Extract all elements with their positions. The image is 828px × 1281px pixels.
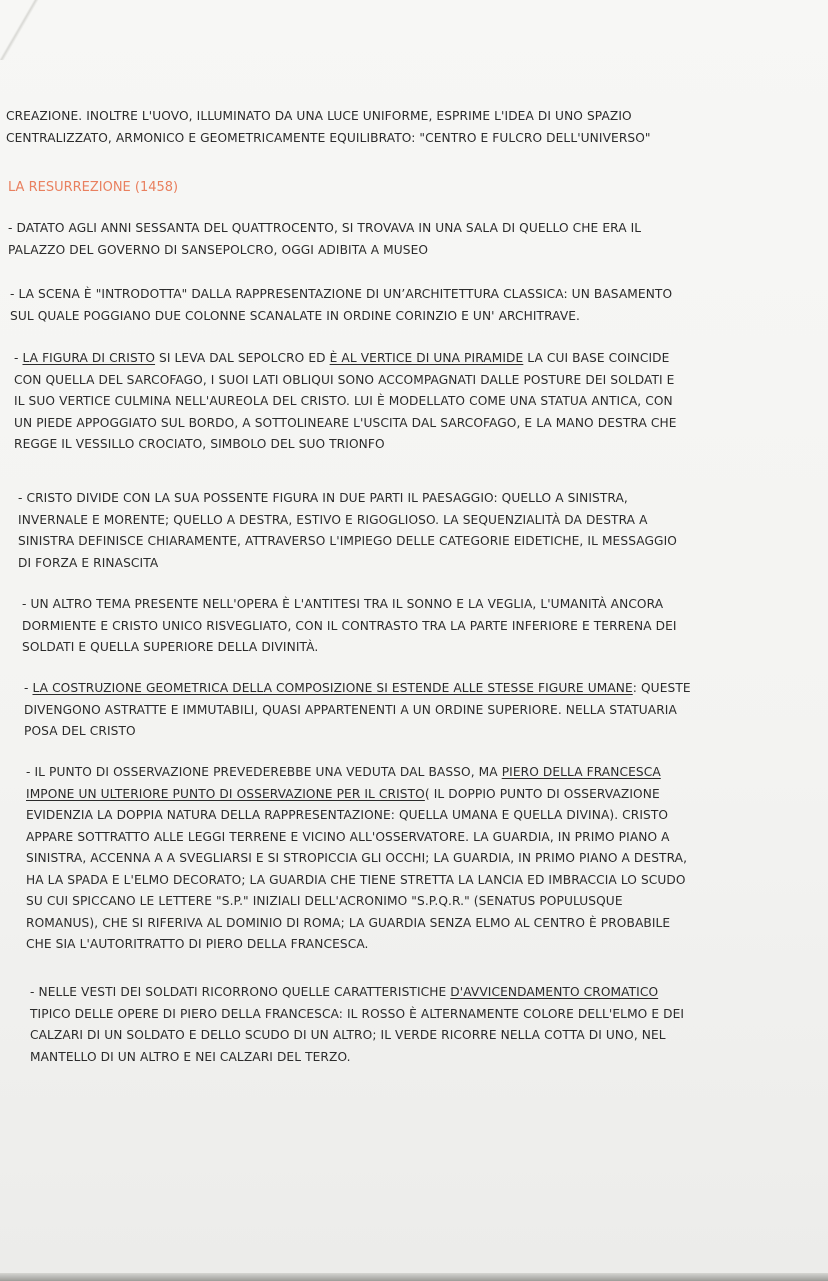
text-line: ROMANUS), CHE SI RIFERIVA AL DOMINIO DI ROMA; LA GUARDIA SENZA ELMO AL CENTRO È PROBABILE — [26, 915, 671, 930]
text-line: - LA SCENA È "INTRODOTTA" DALLA RAPPRESENTAZIONE DI UN’ARCHITETTURA CLASSICA: UN BASAMENTO — [10, 287, 673, 301]
paragraph-scene — [10, 284, 672, 327]
text-line: INVERNALE E MORENTE; QUELLO A DESTRA, ESTIVO E RIGOGLIOSO. LA SEQUENZIALITÀ DA DESTRA A — [18, 512, 648, 527]
text-line: CON QUELLA DEL SARCOFAGO, I SUOI LATI OBLIQUI SONO ACCOMPAGNATI DALLE POSTURE DEI SOLDATI E — [14, 372, 675, 387]
text-line: MANTELLO DI UN ALTRO E NEI CALZARI DEL TERZO. — [30, 1049, 351, 1064]
text-line: SINISTRA DEFINISCE CHIARAMENTE, ATTRAVERSO L'IMPIEGO DELLE CATEGORIE EIDETICHE, IL MESSAGGIO — [18, 534, 677, 548]
text-line: - LA COSTRUZIONE GEOMETRICA DELLA COMPOSIZIONE SI ESTENDE ALLE STESSE FIGURE UMANE: QUESTE — [24, 681, 691, 695]
text-line: APPARE SOTTRATTO ALLE LEGGI TERRENE E VICINO ALL'OSSERVATORE. LA GUARDIA, IN PRIMO PIANO A — [26, 829, 670, 844]
text-line: CENTRALIZZATO, ARMONICO E GEOMETRICAMENTE EQUILIBRATO: "CENTRO E FULCRO DELL'UNIVERSO" — [6, 130, 651, 145]
text-line: EVIDENZIA LA DOPPIA NATURA DELLA RAPPRESENTAZIONE: QUELLA UMANA E QUELLA DIVINA). CRISTO — [26, 808, 669, 822]
paragraph-chromatic-alternation — [30, 982, 684, 1068]
text-line: CALZARI DI UN SOLDATO E DELLO SCUDO DI UN ALTRO; IL VERDE RICORRE NELLA COTTA DI UNO, NEL — [30, 1028, 666, 1042]
text-line: HA LA SPADA E L'ELMO DECORATO; LA GUARDIA CHE TIENE STRETTA LA LANCIA ED IMBRACCIA LO SCUDO — [26, 872, 686, 887]
text-line: CREAZIONE. INOLTRE L'UOVO, ILLUMINATO DA UNA LUCE UNIFORME, ESPRIME L'IDEA DI UNO SPAZIO — [6, 109, 632, 123]
paragraph-point-of-view — [26, 762, 687, 956]
text-line: IL SUO VERTICE CULMINA NELL'AUREOLA DEL CRISTO. LUI È MODELLATO COME UNA STATUA ANTICA, CON — [14, 394, 673, 408]
text-line: SU CUI SPICCANO LE LETTERE "S.P." INIZIALI DELL'ACRONIMO "S.P.Q.R." (SENATUS POPULUSQUE — [26, 894, 623, 908]
paragraph-intro — [6, 106, 651, 149]
paragraph-figure-of-christ — [14, 348, 677, 456]
underlined-phrase: LA COSTRUZIONE GEOMETRICA DELLA COMPOSIZIONE SI ESTENDE ALLE STESSE FIGURE UMANE — [32, 681, 633, 695]
text-line: SOLDATI E QUELLA SUPERIORE DELLA DIVINITÀ. — [22, 640, 319, 654]
text-line: PALAZZO DEL GOVERNO DI SANSEPOLCRO, OGGI ADIBITA A MUSEO — [8, 242, 429, 257]
text-line: - IL PUNTO DI OSSERVAZIONE PREVEDEREBBE UNA VEDUTA DAL BASSO, MA PIERO DELLA FRANCESCA — [26, 765, 661, 779]
page-bottom-edge — [0, 1273, 828, 1281]
text-line: SUL QUALE POGGIANO DUE COLONNE SCANALATE IN ORDINE CORINZIO E UN' ARCHITRAVE. — [10, 308, 581, 323]
text-line: - NELLE VESTI DEI SOLDATI RICORRONO QUELLE CARATTERISTICHE D'AVVICENDAMENTO CROMATICO — [30, 985, 659, 999]
underlined-phrase: IMPONE UN ULTERIORE PUNTO DI OSSERVAZIONE PER IL CRISTO — [26, 786, 425, 801]
paragraph-dating — [8, 218, 641, 261]
text-line: - CRISTO DIVIDE CON LA SUA POSSENTE FIGURA IN DUE PARTI IL PAESAGGIO: QUELLO A SINISTRA, — [18, 491, 628, 505]
underlined-phrase: È AL VERTICE DI UNA PIRAMIDE — [329, 351, 524, 365]
underlined-phrase: PIERO DELLA FRANCESCA — [501, 765, 661, 779]
text-line: DORMIENTE E CRISTO UNICO RISVEGLIATO, CON IL CONTRASTO TRA LA PARTE INFERIORE E TERRENA DEI — [22, 618, 677, 633]
text-line: DIVENGONO ASTRATTE E IMMUTABILI, QUASI APPARTENENTI A UN ORDINE SUPERIORE. NELLA STATUARIA — [24, 702, 677, 717]
text-line: - LA FIGURA DI CRISTO SI LEVA DAL SEPOLCRO ED È AL VERTICE DI UNA PIRAMIDE LA CUI BASE COINCIDE — [14, 351, 670, 365]
text-line: CHE SIA L'AUTORITRATTO DI PIERO DELLA FRANCESCA. — [26, 937, 369, 951]
paragraph-landscape — [18, 488, 677, 574]
text-line: TIPICO DELLE OPERE DI PIERO DELLA FRANCESCA: IL ROSSO È ALTERNAMENTE COLORE DELL'ELMO E DEI — [30, 1006, 685, 1021]
paragraph-geometric-construction — [24, 678, 691, 743]
text-line: SINISTRA, ACCENNA A A SVEGLIARSI E SI STROPICCIA GLI OCCHI; LA GUARDIA, IN PRIMO PIANO A DESTRA, — [26, 851, 688, 865]
paragraph-sleep-wake — [22, 594, 677, 659]
text-line: POSA DEL CRISTO — [24, 724, 136, 738]
text-line: - UN ALTRO TEMA PRESENTE NELL'OPERA È L'ANTITESI TRA IL SONNO E LA VEGLIA, L'UMANITÀ ANCORA — [22, 597, 664, 611]
text-line: REGGE IL VESSILLO CROCIATO, SIMBOLO DEL SUO TRIONFO — [14, 437, 385, 451]
text-line: IMPONE UN ULTERIORE PUNTO DI OSSERVAZIONE PER IL CRISTO( IL DOPPIO PUNTO DI OSSERVAZIONE — [26, 786, 660, 801]
section-heading: LA RESURREZIONE (1458) — [8, 180, 179, 195]
underlined-phrase: LA FIGURA DI CRISTO — [22, 351, 156, 365]
text-line: DI FORZA E RINASCITA — [18, 555, 159, 570]
paper-crease — [0, 0, 40, 60]
text-line: UN PIEDE APPOGGIATO SUL BORDO, A SOTTOLINEARE L'USCITA DAL SARCOFAGO, E LA MANO DESTRA CHE — [14, 415, 677, 430]
text-line: - DATATO AGLI ANNI SESSANTA DEL QUATTROCENTO, SI TROVAVA IN UNA SALA DI QUELLO CHE ERA IL — [8, 221, 642, 235]
underlined-phrase: D'AVVICENDAMENTO CROMATICO — [450, 985, 659, 999]
